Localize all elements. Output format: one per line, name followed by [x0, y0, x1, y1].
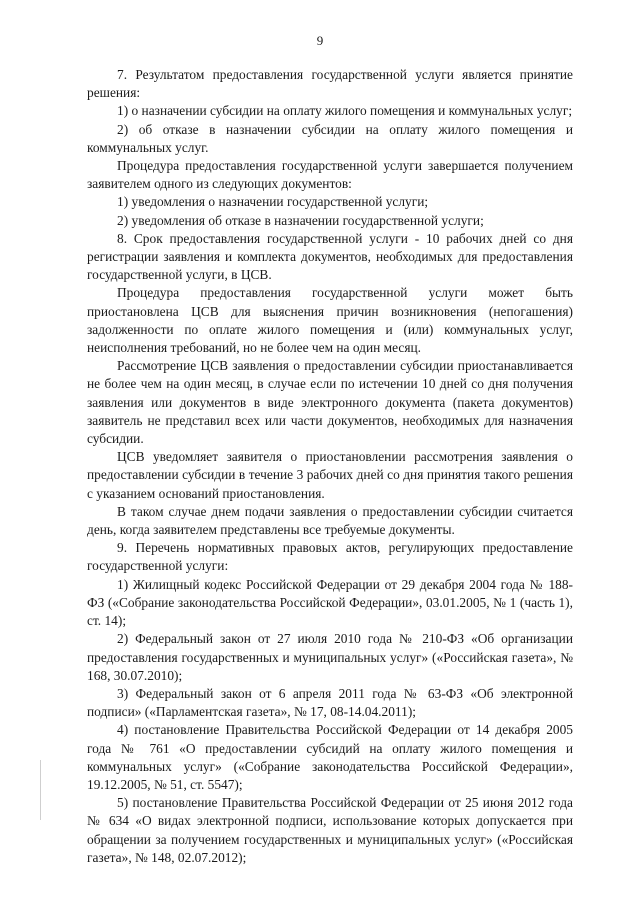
- paragraph-decision-grant: 1) о назначении субсидии на оплату жилого помещения и коммунальных услуг;: [117, 103, 573, 119]
- paragraph-application-date: В таком случае днем подачи заявления о предоставлении субсидии считается день, когда заявителем представлены все требуемые документы.: [87, 503, 573, 538]
- paragraph-item-8-term: 8. Срок предоставления государственной услуги - 10 рабочих дней со дня регистрации заявления и комплекта документов, необходимых для предоставления государственной услуги, в ЦСВ.: [87, 230, 573, 283]
- paragraph-notice-refusal: 2) уведомления об отказе в назначении государственной услуги;: [117, 212, 484, 228]
- paragraph-suspension-notice: ЦСВ уведомляет заявителя о приостановлении рассмотрения заявления о предоставлении субсидии в течение 3 рабочих дней со дня принятия такого решения с указанием оснований приостановления.: [87, 449, 573, 501]
- legal-act-resolution-634: 5) постановление Правительства Российской Федерации от 25 июня 2012 года № 634 «О видах электронной подписи, использование которых допускается при обращении за получением государственных и муниципальных услуг» («Российская газета», № 148, 02.07.2012);: [87, 795, 573, 865]
- document-body: [87, 66, 573, 867]
- paragraph-notice-grant: 1) уведомления о назначении государственной услуги;: [117, 194, 429, 210]
- scan-margin-mark: [40, 760, 41, 820]
- paragraph-item-7-result: 7. Результатом предоставления государственной услуги является принятие решения:: [87, 67, 573, 101]
- paragraph-decision-refusal: 2) об отказе в назначении субсидии на оплату жилого помещения и коммунальных услуг.: [87, 121, 573, 155]
- legal-act-resolution-761: 4) постановление Правительства Российской Федерации от 14 декабря 2005 года № 761 «О предоставлении субсидий на оплату жилого помещения и коммунальных услуг» («Собрание законодательства Российской Федерации», 19.12.2005, № 51, ст. 5547);: [87, 722, 573, 792]
- legal-act-law-63: 3) Федеральный закон от 6 апреля 2011 года № 63-ФЗ «Об электронной подписи» («Парламентская газета», № 17, 08-14.04.2011);: [87, 685, 573, 720]
- paragraph-suspension-procedure: Процедура предоставления государственной услуги может быть приостановлена ЦСВ для выяснения причин возникновения (непогашения) задолженности по оплате жилого помещения и (или) коммунальных услуг, неисполнения требований, но не более чем на один месяц.: [87, 285, 573, 356]
- legal-act-law-210: 2) Федеральный закон от 27 июля 2010 года № 210-ФЗ «Об организации предоставления государственных и муниципальных услуг» («Российская газета», № 168, 30.07.2010);: [87, 631, 573, 683]
- page-number: 9: [316, 33, 324, 48]
- paragraph-suspension-review: Рассмотрение ЦСВ заявления о предоставлении субсидии приостанавливается не более чем на один месяц, в случае если по истечении 10 дней со дня получения заявления или документов в виде электронного документа (пакета документов) заявитель не представил всех или части документов, необходимых для назначения субсидии.: [87, 358, 573, 447]
- legal-act-housing-code: 1) Жилищный кодекс Российской Федерации от 29 декабря 2004 года № 188-ФЗ («Собрание законодательства Российской Федерации», 03.01.2005, № 1 (часть 1), ст. 14);: [87, 576, 573, 629]
- paragraph-procedure-completion: Процедура предоставления государственной услуги завершается получением заявителем одного из следующих документов:: [87, 158, 573, 192]
- paragraph-item-9-legal-acts: 9. Перечень нормативных правовых актов, регулирующих предоставление государственной услуги:: [87, 540, 573, 574]
